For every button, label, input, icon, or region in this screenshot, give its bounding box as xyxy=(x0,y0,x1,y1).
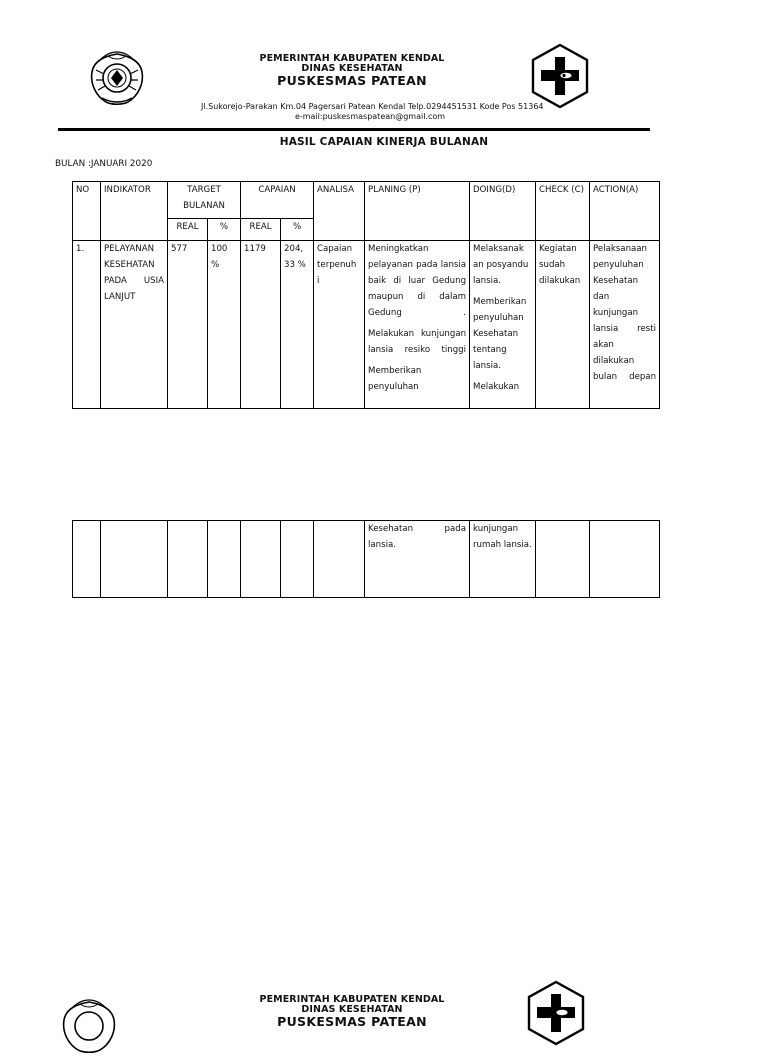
report-month: BULAN :JANUARI 2020 xyxy=(55,159,153,169)
planing-item: Meningkatkan pelayanan pada lansia baik di luar Gedung maupun di dalam Gedung . xyxy=(368,244,467,318)
planing-continued-text: Kesehatan pada lansia. xyxy=(368,524,466,550)
cell-empty xyxy=(101,521,168,598)
header-email: e-mail:puskesmaspatean@gmail.com xyxy=(294,112,446,121)
cell-empty xyxy=(590,521,660,598)
col-header-no: NO xyxy=(73,182,101,241)
cell-capaian-pct: 204, 33 % xyxy=(281,241,314,409)
col-header-indikator: INDIKATOR xyxy=(101,182,168,241)
planing-item: Melakukan kunjungan lansia resiko tinggi xyxy=(368,329,467,355)
cell-action-text: Pelaksanaan penyuluhan Kesehatan dan kunjungan lansia resti akan dilakukan bulan depan xyxy=(593,244,657,382)
col-header-target-pct: % xyxy=(208,219,241,241)
table-row xyxy=(73,521,660,598)
regency-emblem-icon xyxy=(58,998,120,1056)
cell-empty xyxy=(536,521,590,598)
cell-planing xyxy=(365,241,470,409)
cell-empty xyxy=(314,521,365,598)
col-header-capaian-real: REAL xyxy=(241,219,281,241)
header-line-2: DINAS KESEHATAN xyxy=(301,63,403,74)
doing-item: Melaksanak an posyandu lansia. xyxy=(473,244,529,286)
col-header-planing: PLANING (P) xyxy=(365,182,470,241)
col-header-action: ACTION(A) xyxy=(590,182,660,241)
cell-indikator-text: PELAYANAN KESEHATAN PADA USIA LANJUT xyxy=(104,244,164,302)
cell-action xyxy=(590,241,660,409)
health-cross-icon xyxy=(526,980,586,1046)
header-address: Jl.Sukorejo-Parakan Km.04 Pagersari Patean Kendal Telp.0294451531 Kode Pos 51364 xyxy=(201,102,544,111)
cell-empty xyxy=(281,521,314,598)
planing-item: Memberikan penyuluhan xyxy=(368,366,422,392)
col-header-capaian-pct: % xyxy=(281,219,314,241)
cell-empty xyxy=(208,521,241,598)
cell-empty xyxy=(241,521,281,598)
col-header-target: TARGET BULANAN xyxy=(168,182,241,219)
cell-check: Kegiatan sudah dilakukan xyxy=(536,241,590,409)
col-header-capaian: CAPAIAN xyxy=(241,182,314,219)
cell-capaian-real: 1179 xyxy=(241,241,281,409)
health-cross-icon xyxy=(530,43,590,109)
doing-item: Melakukan xyxy=(473,382,520,392)
table-row xyxy=(73,241,660,409)
performance-table xyxy=(72,181,660,409)
header-line-1: PEMERINTAH KABUPATEN KENDAL xyxy=(259,53,445,64)
header-divider xyxy=(58,128,650,131)
header-line-1: PEMERINTAH KABUPATEN KENDAL xyxy=(259,994,445,1005)
header-org-name: PUSKESMAS PATEAN xyxy=(277,73,427,88)
cell-analisa: Capaian terpenuh i xyxy=(314,241,365,409)
col-header-check: CHECK (C) xyxy=(536,182,590,241)
doing-item: Memberikan penyuluhan Kesehatan tentang lansia. xyxy=(473,297,527,371)
performance-table-continued xyxy=(72,520,660,598)
cell-no: 1. xyxy=(73,241,101,409)
cell-doing xyxy=(470,241,536,409)
header-org-name: PUSKESMAS PATEAN xyxy=(277,1014,427,1029)
col-header-doing: DOING(D) xyxy=(470,182,536,241)
col-header-analisa: ANALISA xyxy=(314,182,365,241)
col-header-target-real: REAL xyxy=(168,219,208,241)
report-title: HASIL CAPAIAN KINERJA BULANAN xyxy=(279,136,489,148)
regency-emblem-icon xyxy=(86,50,148,108)
header-line-2: DINAS KESEHATAN xyxy=(301,1004,403,1015)
cell-empty xyxy=(73,521,101,598)
cell-target-pct: 100 % xyxy=(208,241,241,409)
cell-empty xyxy=(168,521,208,598)
cell-planing-continued xyxy=(365,521,470,598)
cell-doing-continued: kunjungan rumah lansia. xyxy=(470,521,536,598)
cell-target-real: 577 xyxy=(168,241,208,409)
cell-indikator xyxy=(101,241,168,409)
